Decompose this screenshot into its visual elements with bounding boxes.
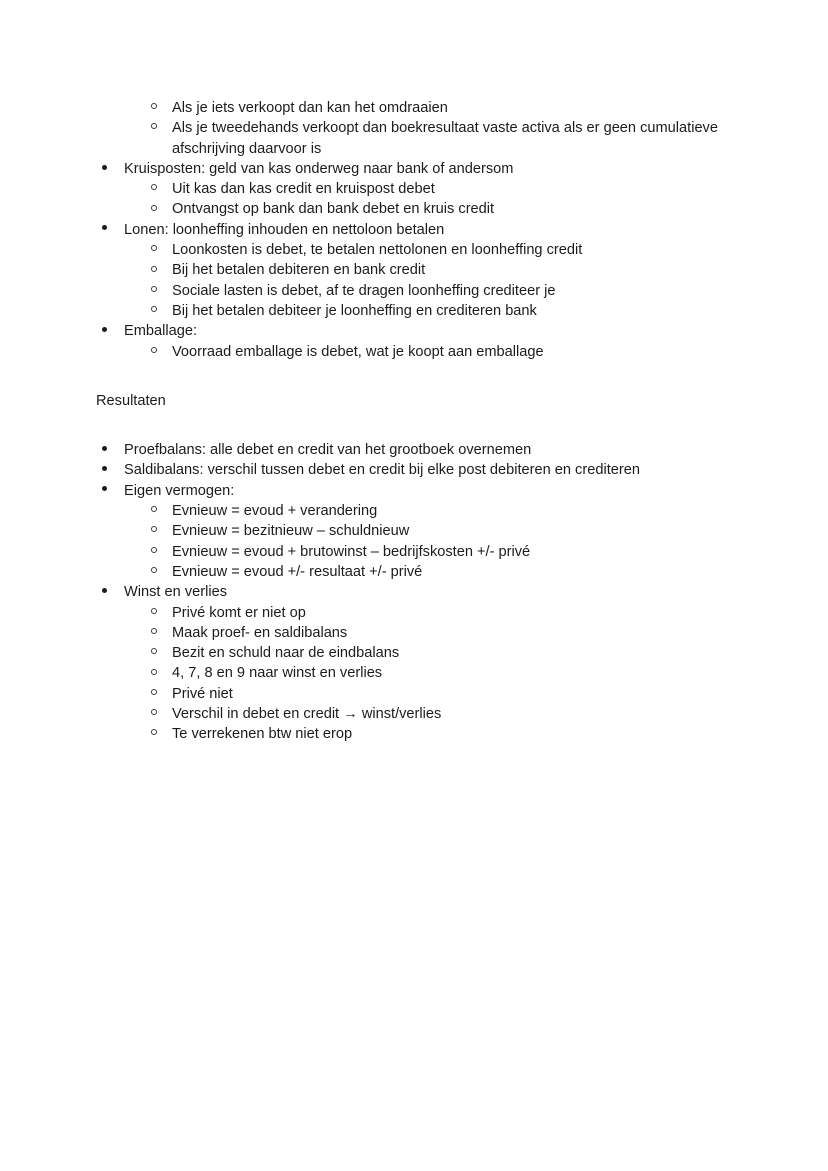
list-item-text: Verschil in debet en credit → winst/verlies bbox=[172, 706, 442, 723]
bullet-list bbox=[96, 582, 728, 602]
disc-bullet-icon bbox=[102, 582, 112, 602]
list-item-text: Bezit en schuld naar de eindbalans bbox=[172, 645, 400, 662]
list-item-text: Lonen: loonheffing inhouden en nettoloon betalen bbox=[124, 221, 445, 238]
list-item bbox=[96, 118, 728, 159]
list-item-text: Sociale lasten is debet, af te dragen loonheffing crediteer je bbox=[172, 282, 556, 299]
list-item-text: Privé komt er niet op bbox=[172, 604, 306, 621]
hollow-circle-icon bbox=[151, 98, 163, 118]
disc-bullet-icon bbox=[102, 220, 112, 240]
list-item bbox=[96, 663, 728, 683]
hollow-circle-icon bbox=[151, 643, 163, 663]
disc-bullet-icon bbox=[102, 481, 112, 501]
list-item bbox=[96, 179, 728, 199]
document-body bbox=[96, 98, 728, 745]
list-item-text: 4, 7, 8 en 9 naar winst en verlies bbox=[172, 665, 383, 682]
list-item bbox=[96, 582, 728, 602]
list-item bbox=[96, 301, 728, 321]
hollow-circle-icon bbox=[151, 704, 163, 724]
list-item-text: Proefbalans: alle debet en credit van het grootboek overnemen bbox=[124, 442, 532, 459]
list-item bbox=[96, 501, 728, 521]
list-item bbox=[96, 684, 728, 704]
list-item bbox=[96, 623, 728, 643]
hollow-circle-icon bbox=[151, 240, 163, 260]
list-item bbox=[96, 562, 728, 582]
hollow-circle-icon bbox=[151, 260, 163, 280]
list-item bbox=[96, 342, 728, 362]
hollow-circle-icon bbox=[151, 521, 163, 541]
list-item bbox=[96, 643, 728, 663]
list-item bbox=[96, 321, 728, 341]
hollow-circle-icon bbox=[151, 663, 163, 683]
list-item-text: Als je iets verkoopt dan kan het omdraaien bbox=[172, 100, 448, 116]
list-item-text: Te verrekenen btw niet erop bbox=[172, 726, 353, 743]
hollow-circle-icon bbox=[151, 501, 163, 521]
sublist bbox=[96, 603, 728, 745]
hollow-circle-icon bbox=[151, 623, 163, 643]
list-item-text: Maak proef- en saldibalans bbox=[172, 624, 348, 641]
list-item bbox=[96, 260, 728, 280]
list-item bbox=[96, 281, 728, 301]
list-item-text: Evnieuw = evoud + verandering bbox=[172, 503, 378, 520]
list-item bbox=[96, 542, 728, 562]
bullet-list bbox=[96, 220, 728, 240]
list-item-text: Uit kas dan kas credit en kruispost debet bbox=[172, 181, 435, 198]
section-heading-resultaten: Resultaten bbox=[96, 392, 166, 409]
list-item-text: Evnieuw = evoud + brutowinst – bedrijfskosten +/- privé bbox=[172, 543, 531, 560]
list-item bbox=[96, 521, 728, 541]
bullet-list bbox=[96, 321, 728, 341]
hollow-circle-icon bbox=[151, 724, 163, 744]
hollow-circle-icon bbox=[151, 179, 163, 199]
list-item-text: Loonkosten is debet, te betalen nettolonen en loonheffing credit bbox=[172, 242, 583, 259]
sublist bbox=[96, 342, 728, 362]
list-item-text: Privé niet bbox=[172, 685, 233, 702]
list-item-text: Kruisposten: geld van kas onderweg naar bank of andersom bbox=[124, 160, 514, 177]
list-item bbox=[96, 704, 728, 724]
hollow-circle-icon bbox=[151, 562, 163, 582]
list-item bbox=[96, 220, 728, 240]
list-item-text: Winst en verlies bbox=[124, 584, 227, 601]
disc-bullet-icon bbox=[102, 460, 112, 480]
hollow-circle-icon bbox=[151, 342, 163, 362]
list-item-text: Evnieuw = evoud +/- resultaat +/- privé bbox=[172, 563, 423, 580]
list-item-text: Voorraad emballage is debet, wat je koopt aan emballage bbox=[172, 343, 544, 360]
list-item bbox=[96, 481, 728, 501]
hollow-circle-icon bbox=[151, 301, 163, 321]
list-item bbox=[96, 603, 728, 623]
hollow-circle-icon bbox=[151, 199, 163, 219]
list-item-text: Emballage: bbox=[124, 323, 198, 340]
list-item bbox=[96, 240, 728, 260]
continued-sublist bbox=[96, 98, 728, 159]
disc-bullet-icon bbox=[102, 440, 112, 460]
list-item bbox=[96, 440, 728, 460]
hollow-circle-icon bbox=[151, 542, 163, 562]
disc-bullet-icon bbox=[102, 321, 112, 341]
hollow-circle-icon bbox=[151, 281, 163, 301]
sublist bbox=[96, 501, 728, 582]
sublist bbox=[96, 179, 728, 220]
list-item-text: Eigen vermogen: bbox=[124, 482, 235, 499]
list-item-text: Als je tweedehands verkoopt dan boekresultaat vaste activa als er geen cumulatieve afschrijving daarvoor is bbox=[172, 120, 718, 157]
hollow-circle-icon bbox=[151, 118, 163, 138]
hollow-circle-icon bbox=[151, 684, 163, 704]
hollow-circle-icon bbox=[151, 603, 163, 623]
list-item-text: Bij het betalen debiteren en bank credit bbox=[172, 262, 426, 279]
list-item bbox=[96, 199, 728, 219]
bullet-list bbox=[96, 440, 728, 501]
list-item bbox=[96, 724, 728, 744]
list-item bbox=[96, 98, 728, 118]
sublist bbox=[96, 240, 728, 321]
bullet-list bbox=[96, 159, 728, 179]
disc-bullet-icon bbox=[102, 159, 112, 179]
list-item-text: Evnieuw = bezitnieuw – schuldnieuw bbox=[172, 523, 410, 540]
list-item-text: Bij het betalen debiteer je loonheffing en crediteren bank bbox=[172, 302, 537, 319]
list-item-text: Ontvangst op bank dan bank debet en kruis credit bbox=[172, 201, 495, 218]
list-item-text: Saldibalans: verschil tussen debet en credit bij elke post debiteren en crediteren bbox=[124, 462, 640, 479]
list-item bbox=[96, 460, 728, 480]
list-item bbox=[96, 159, 728, 179]
